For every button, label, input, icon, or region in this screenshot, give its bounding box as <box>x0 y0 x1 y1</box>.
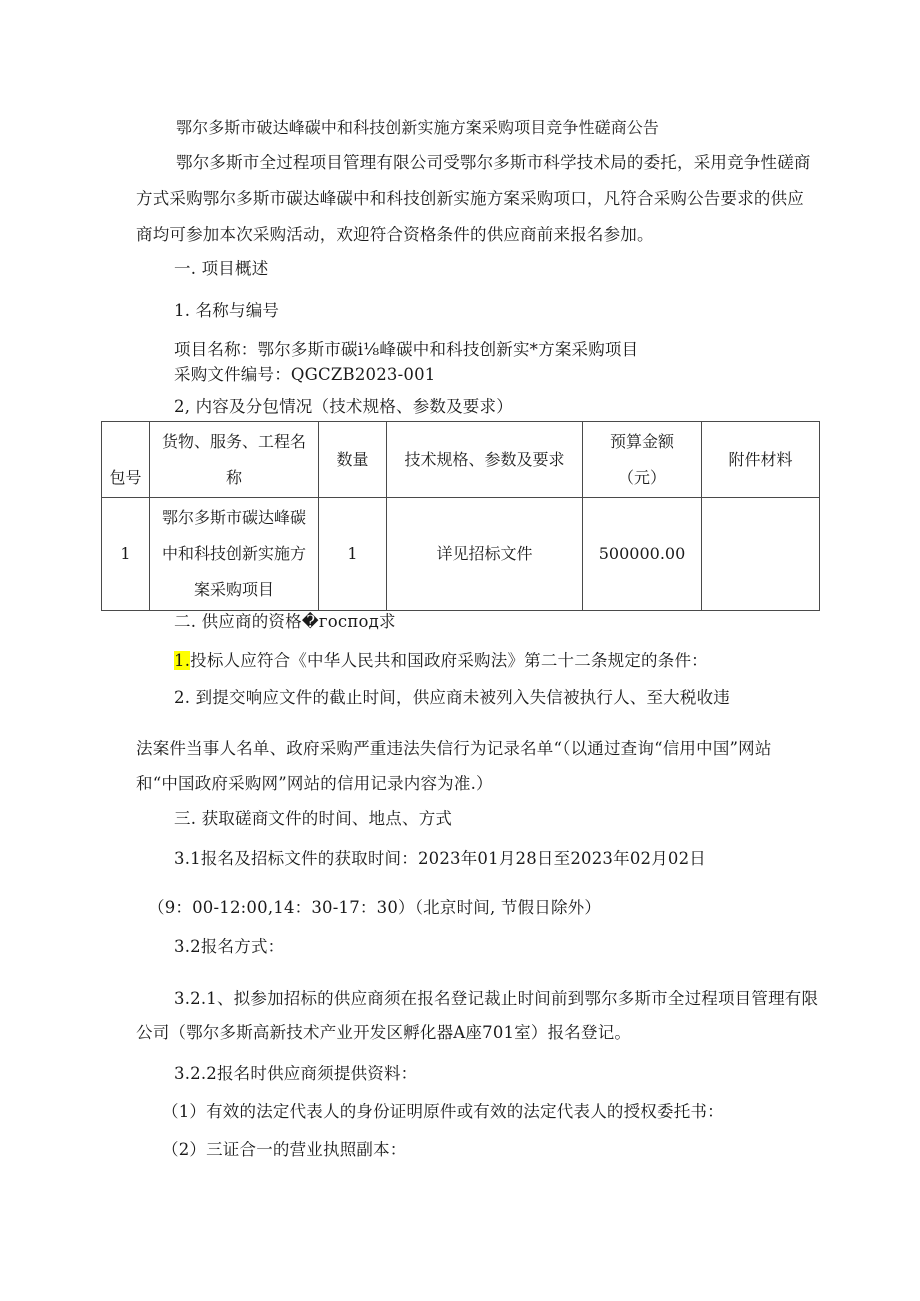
cell-spec: 详见招标文件 <box>387 498 583 611</box>
document-title: 鄂尔多斯市破达峰碳中和科技创新实施方案采购项目竞争性磋商公告 <box>176 118 660 137</box>
section3-item321-line1: 3.2.1、拟参加招标的供应商须在报名登记裁止时间前到鄂尔多斯市全过程项目管理有限 <box>174 989 819 1008</box>
project-name-label: 项目名称： <box>174 340 258 359</box>
doc-number-value: QGCZB2023-001 <box>290 365 436 384</box>
cell-package-no: 1 <box>102 498 150 611</box>
section3-item32: 3.2报名方式： <box>174 937 285 956</box>
table-header-row <box>102 422 820 498</box>
intro-line-3: 商均可参加本次采购活动，欢迎符合资格条件的供应商前来报名参加。 <box>136 225 654 244</box>
doc-number-label: 采购文件编号： <box>174 365 291 384</box>
header-budget: 预算金额 （元） <box>583 422 702 498</box>
cell-budget: 500000.00 <box>583 498 702 611</box>
item1-number-highlighted: 1. <box>174 651 191 670</box>
cell-attachments <box>702 498 820 611</box>
section2-heading: 二. 供应商的资格�господ求 <box>174 612 396 631</box>
section3-heading: 三. 获取磋商文件的时间、地点、方式 <box>174 809 453 828</box>
project-name-row <box>174 339 638 361</box>
section2-item2-line3: 和“中国政府采购网”网站的信用记录内容为准.） <box>136 774 493 793</box>
header-spec: 技术规格、参数及要求 <box>387 422 583 498</box>
section3-item322: 3.2.2报名时供应商须提供资料： <box>174 1064 418 1083</box>
table-row <box>102 498 820 611</box>
section2-item2-line1: 2. 到提交响应文件的截止时间，供应商未被列入失信被执行人、至大税收违 <box>174 688 730 707</box>
header-package-no: 包号 <box>102 422 150 498</box>
doc-number-row <box>174 364 436 386</box>
intro-line-2: 方式采购鄂尔多斯市碳达峰碳中和科技创新实施方案采购项口，凡符合采购公告要求的供应 <box>136 189 804 208</box>
requirement-2: （2）三证合一的营业执照副本： <box>162 1140 407 1159</box>
cell-quantity: 1 <box>319 498 387 611</box>
section1-heading: 一. 项目概述 <box>174 259 269 278</box>
section2-item2-line2: 法案件当事人名单、政府采购严重违法失信行为记录名单“（以通过查询“信用中国”网站 <box>136 739 772 758</box>
section3-item31-hours: （9：00-12:00,14：30-17：30）（北京时间, 节假日除外） <box>148 898 602 917</box>
section1-sub2-heading: 2, 内容及分包情况（技术规格、参数及要求） <box>174 397 513 416</box>
intro-line-1: 鄂尔多斯市全过程项目管理有限公司受鄂尔多斯市科学技术局的委托，采用竞争性磋商 <box>176 153 811 172</box>
item1-text: 投标人应符合《中华人民共和国政府采购法》第二十二条规定的条件： <box>190 651 708 670</box>
section1-sub1-heading: 1. 名称与编号 <box>174 301 280 320</box>
section3-item321-line2: 公司（鄂尔多斯高新技术产业开发区孵化器A座701室）报名登记。 <box>136 1023 632 1042</box>
cell-item-name: 鄂尔多斯市碳达峰碳 中和科技创新实施方 案采购项目 <box>150 498 319 611</box>
header-quantity: 数量 <box>319 422 387 498</box>
project-name-value: 鄂尔多斯市碳i⅛峰碳中和科技创新实*方案采购项目 <box>257 340 639 359</box>
section2-item1 <box>174 650 708 672</box>
header-item-name: 货物、服务、工程名 称 <box>150 422 319 498</box>
section3-item31: 3.1报名及招标文件的获取时间：2023年01月28日至2023年02月02日 <box>174 849 707 868</box>
package-table <box>101 421 820 611</box>
requirement-1: （1）有效的法定代表人的身份证明原件或有效的法定代表人的授权委托书： <box>162 1102 724 1121</box>
header-attachments: 附件材料 <box>702 422 820 498</box>
